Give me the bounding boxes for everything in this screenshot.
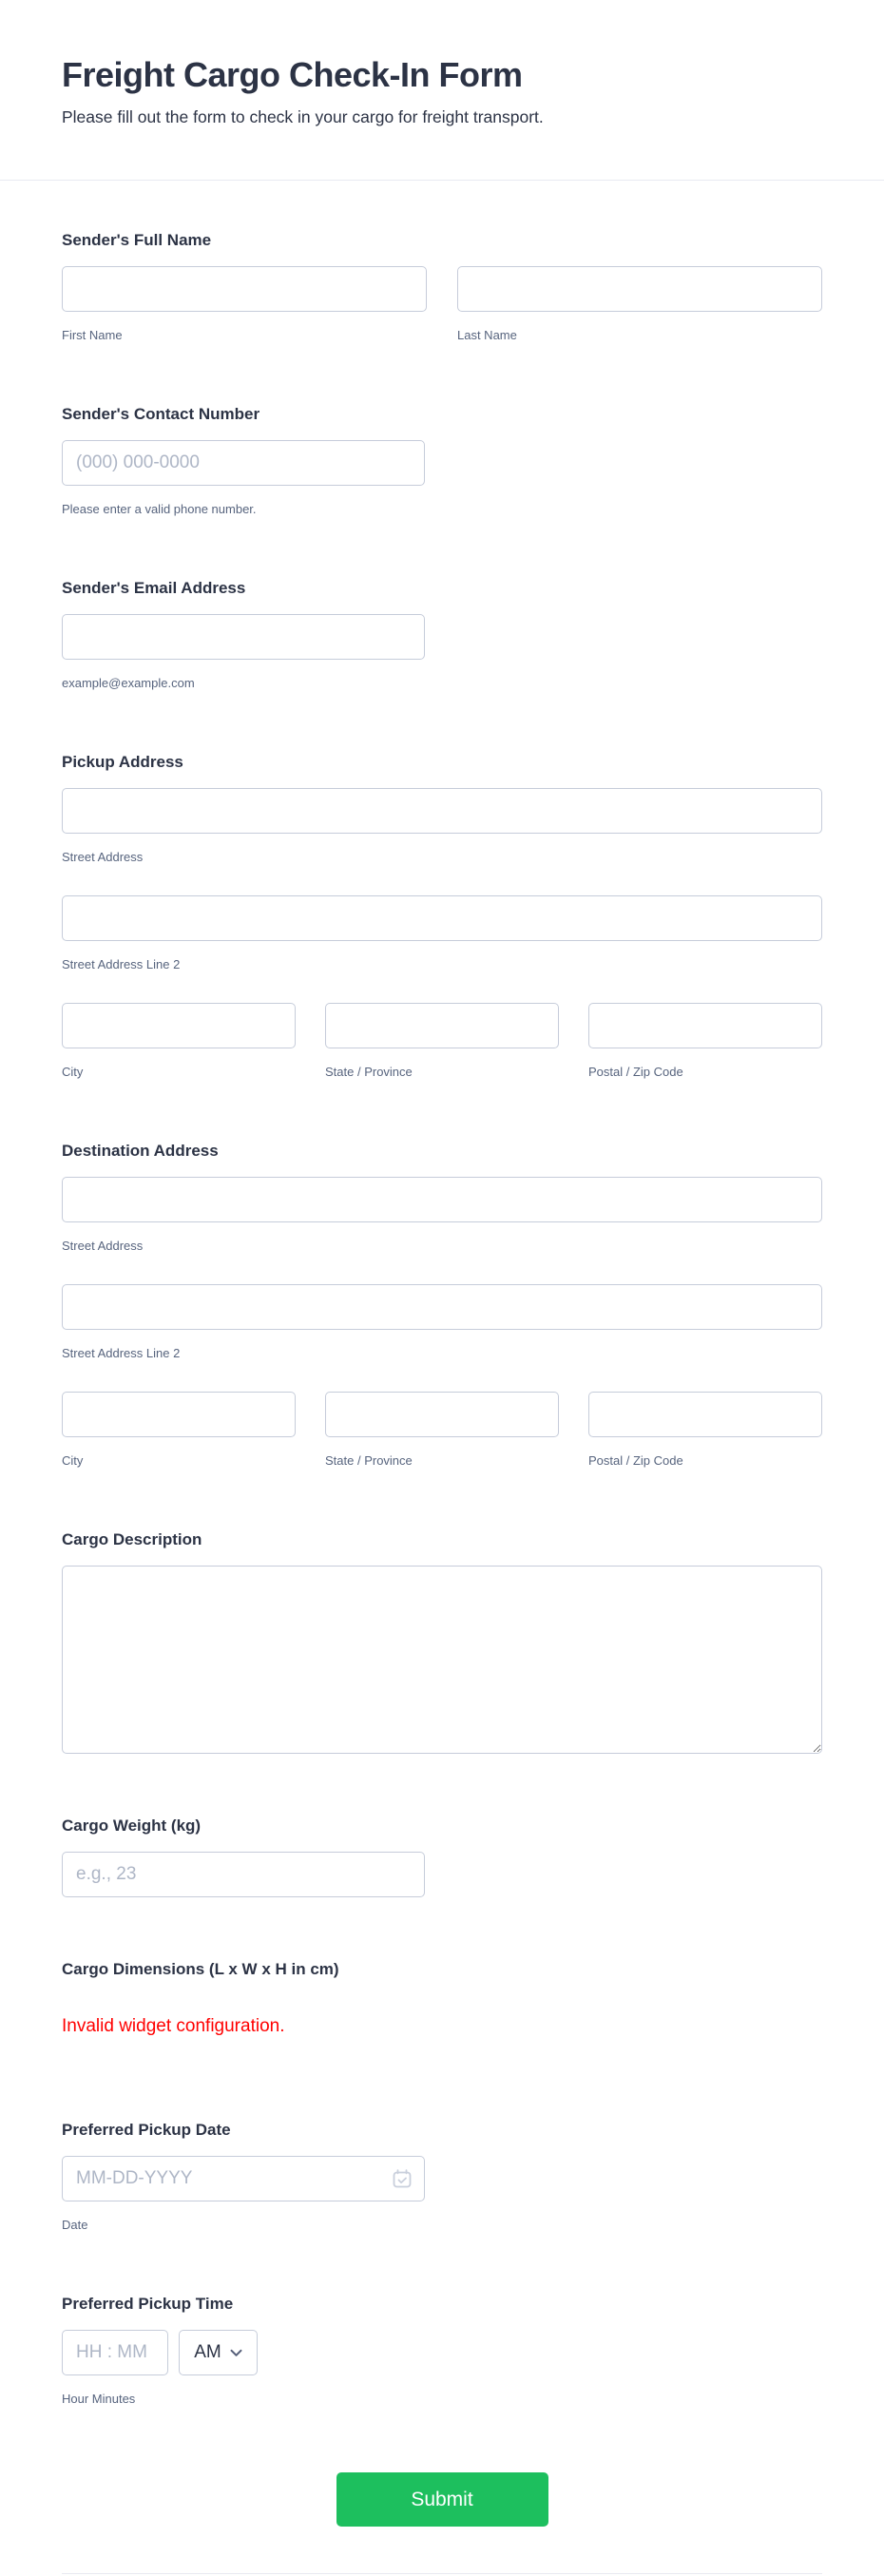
pickup-date-label: Preferred Pickup Date	[62, 2121, 231, 2139]
form-subtitle: Please fill out the form to check in your cargo for freight transport.	[62, 107, 544, 126]
destination-street-row	[62, 1177, 822, 1253]
pickup-state-col	[325, 1003, 559, 1079]
destination-street2-row	[62, 1284, 822, 1360]
pickup-street2-row	[62, 895, 822, 971]
destination-street-sublabel: Street Address	[62, 1239, 144, 1253]
ampm-select[interactable]	[179, 2330, 258, 2375]
pickup-state-input[interactable]	[325, 1003, 559, 1048]
first-name-input[interactable]	[62, 266, 427, 312]
submit-button[interactable]: Submit	[336, 2472, 548, 2527]
pickup-street2-sublabel: Street Address Line 2	[62, 957, 181, 971]
full-name-row	[62, 266, 822, 342]
destination-state-input[interactable]	[325, 1392, 559, 1437]
cargo-description-textarea[interactable]	[62, 1566, 822, 1754]
last-name-sublabel: Last Name	[457, 328, 517, 342]
submit-row	[62, 2472, 822, 2527]
pickup-city-input[interactable]	[62, 1003, 296, 1048]
cargo-weight-input[interactable]	[62, 1852, 425, 1897]
cargo-weight-label: Cargo Weight (kg)	[62, 1817, 202, 1835]
email-input[interactable]	[62, 614, 425, 660]
last-name-input[interactable]	[457, 266, 822, 312]
email-label: Sender's Email Address	[62, 579, 246, 597]
question-cargo-description	[62, 1530, 822, 1754]
full-name-label: Sender's Full Name	[62, 231, 212, 249]
contact-number-label: Sender's Contact Number	[62, 405, 260, 423]
destination-street-input[interactable]	[62, 1177, 822, 1222]
ampm-selected-value: AM	[194, 2342, 221, 2362]
pickup-street-sublabel: Street Address	[62, 850, 144, 864]
destination-street2-sublabel: Street Address Line 2	[62, 1346, 181, 1360]
first-name-sublabel: First Name	[62, 328, 123, 342]
pickup-street-row	[62, 788, 822, 864]
form-title: Freight Cargo Check-In Form	[62, 55, 523, 94]
form-body	[0, 181, 884, 2576]
bottom-divider	[62, 2573, 822, 2574]
question-pickup-address	[62, 753, 822, 1079]
widget-error-message: Invalid widget configuration.	[62, 2016, 285, 2036]
question-email	[62, 579, 822, 690]
pickup-time-label: Preferred Pickup Time	[62, 2295, 234, 2313]
destination-city-col	[62, 1392, 296, 1468]
email-sublabel: example@example.com	[62, 676, 195, 690]
pickup-date-sublabel: Date	[62, 2218, 88, 2232]
destination-zip-col	[588, 1392, 822, 1468]
cargo-dimensions-label: Cargo Dimensions (L x W x H in cm)	[62, 1960, 339, 1978]
question-full-name	[62, 231, 822, 342]
pickup-zip-input[interactable]	[588, 1003, 822, 1048]
destination-city-input[interactable]	[62, 1392, 296, 1437]
destination-zip-input[interactable]	[588, 1392, 822, 1437]
first-name-col	[62, 266, 427, 342]
question-cargo-dimensions	[62, 1960, 822, 2037]
pickup-time-input[interactable]	[62, 2330, 168, 2375]
pickup-street-input[interactable]	[62, 788, 822, 834]
pickup-city-col	[62, 1003, 296, 1079]
destination-state-sublabel: State / Province	[325, 1453, 413, 1468]
question-contact-number	[62, 405, 822, 516]
pickup-date-input[interactable]	[62, 2156, 425, 2201]
pickup-time-sublabel: Hour Minutes	[62, 2392, 136, 2406]
destination-state-col	[325, 1392, 559, 1468]
destination-address-label: Destination Address	[62, 1142, 219, 1160]
form-header	[0, 0, 884, 181]
pickup-time-row	[62, 2330, 822, 2375]
pickup-city-sublabel: City	[62, 1065, 84, 1079]
pickup-street2-input[interactable]	[62, 895, 822, 941]
pickup-zip-col	[588, 1003, 822, 1079]
pickup-date-wrap	[62, 2156, 425, 2201]
contact-number-sublabel: Please enter a valid phone number.	[62, 502, 257, 516]
pickup-state-sublabel: State / Province	[325, 1065, 413, 1079]
question-destination-address	[62, 1142, 822, 1468]
question-pickup-time	[62, 2295, 822, 2406]
chevron-down-icon	[230, 2349, 242, 2357]
question-cargo-weight	[62, 1817, 822, 1897]
pickup-address-label: Pickup Address	[62, 753, 183, 771]
last-name-col	[457, 266, 822, 342]
destination-city-sublabel: City	[62, 1453, 84, 1468]
destination-street2-input[interactable]	[62, 1284, 822, 1330]
destination-zip-sublabel: Postal / Zip Code	[588, 1453, 683, 1468]
cargo-description-label: Cargo Description	[62, 1530, 202, 1548]
pickup-zip-sublabel: Postal / Zip Code	[588, 1065, 683, 1079]
destination-city-row	[62, 1392, 822, 1468]
question-pickup-date	[62, 2121, 822, 2232]
contact-number-input[interactable]	[62, 440, 425, 486]
pickup-city-row	[62, 1003, 822, 1079]
